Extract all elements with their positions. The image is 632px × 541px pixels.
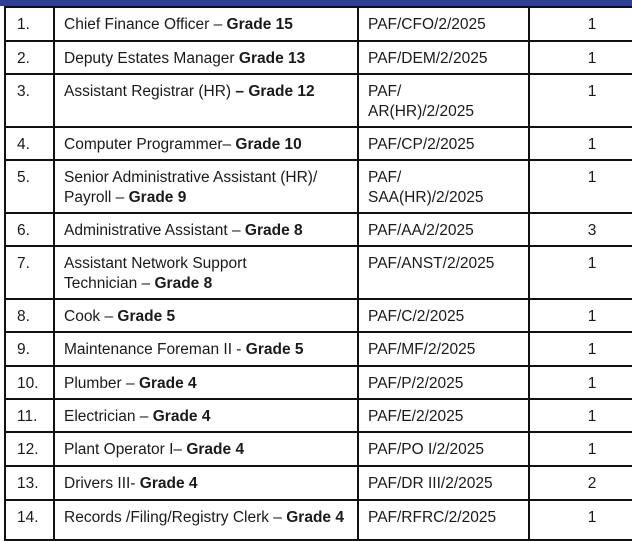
- grade-label: Grade 15: [226, 16, 293, 33]
- row-number: 4.: [5, 127, 54, 160]
- position-title: Assistant Registrar (HR) – Grade 12: [54, 74, 358, 127]
- table-row: [5, 299, 632, 332]
- grade-label: Grade 5: [245, 341, 304, 358]
- reference-number: PAF/C/2/2025: [358, 299, 529, 332]
- vacancy-count: 1: [529, 127, 632, 160]
- reference-number: PAF/ANST/2/2025: [358, 246, 529, 299]
- grade-label: Grade 4: [286, 509, 344, 526]
- table-row: [5, 160, 632, 213]
- vacancy-count: 1: [529, 7, 632, 41]
- reference-number: PAF/CFO/2/2025: [358, 7, 529, 41]
- grade-label: Grade 4: [138, 375, 197, 392]
- grade-label: Grade 4: [139, 475, 198, 492]
- vacancies-table: [4, 6, 632, 541]
- row-number: 8.: [5, 299, 54, 332]
- vacancy-count: 1: [529, 41, 632, 74]
- table-row: [5, 246, 632, 299]
- grade-label: Grade 8: [244, 222, 303, 239]
- grade-label: Grade 4: [152, 408, 211, 425]
- grade-label: Grade 13: [238, 50, 306, 67]
- vacancy-count: 1: [529, 160, 632, 213]
- row-number: 6.: [5, 213, 54, 246]
- reference-number: PAF/RFRC/2/2025: [358, 500, 529, 540]
- grade-label: Grade 8: [154, 275, 213, 292]
- vacancy-count: 1: [529, 366, 632, 399]
- table-row: [5, 41, 632, 74]
- vacancy-count: 1: [529, 299, 632, 332]
- row-number: 2.: [5, 41, 54, 74]
- vacancy-count: 1: [529, 74, 632, 127]
- row-number: 14.: [5, 500, 54, 540]
- position-title: Records /Filing/Registry Clerk – Grade 4: [54, 500, 358, 540]
- row-number: 7.: [5, 246, 54, 299]
- reference-number: PAF/ AR(HR)/2/2025: [358, 74, 529, 127]
- row-number: 13.: [5, 466, 54, 500]
- reference-number: PAF/DR III/2/2025: [358, 466, 529, 500]
- row-number: 9.: [5, 332, 54, 366]
- vacancy-count: 1: [529, 500, 632, 540]
- vacancy-count: 1: [529, 332, 632, 366]
- position-title: Plumber – Grade 4: [54, 366, 358, 399]
- table-row: [5, 466, 632, 500]
- table-row: [5, 432, 632, 466]
- grade-label: Grade 4: [186, 441, 245, 458]
- reference-number: PAF/E/2/2025: [358, 399, 529, 432]
- row-number: 11.: [5, 399, 54, 432]
- grade-label: – Grade 12: [235, 83, 315, 100]
- table-row: [5, 366, 632, 399]
- grade-label: Grade 5: [117, 308, 176, 325]
- position-title: Plant Operator I– Grade 4: [54, 432, 358, 466]
- position-title: Maintenance Foreman II - Grade 5: [54, 332, 358, 366]
- table-row: [5, 332, 632, 366]
- reference-number: PAF/CP/2/2025: [358, 127, 529, 160]
- position-title: Electrician – Grade 4: [54, 399, 358, 432]
- grade-label: Grade 9: [128, 189, 187, 206]
- reference-number: PAF/P/2/2025: [358, 366, 529, 399]
- row-number: 3.: [5, 74, 54, 127]
- position-title: Computer Programmer– Grade 10: [54, 127, 358, 160]
- position-title: Deputy Estates Manager Grade 13: [54, 41, 358, 74]
- vacancy-count: 1: [529, 432, 632, 466]
- table-row: [5, 74, 632, 127]
- reference-number: PAF/DEM/2/2025: [358, 41, 529, 74]
- table-row: [5, 213, 632, 246]
- position-title: Assistant Network Support Technician – Grade 8: [54, 246, 358, 299]
- row-number: 10.: [5, 366, 54, 399]
- vacancy-count: 3: [529, 213, 632, 246]
- row-number: 12.: [5, 432, 54, 466]
- position-title: Senior Administrative Assistant (HR)/ Payroll – Grade 9: [54, 160, 358, 213]
- table-row: [5, 500, 632, 540]
- table-row: [5, 127, 632, 160]
- table-row: [5, 7, 632, 41]
- grade-label: Grade 10: [235, 136, 302, 153]
- reference-number: PAF/MF/2/2025: [358, 332, 529, 366]
- vacancy-count: 1: [529, 246, 632, 299]
- row-number: 1.: [5, 7, 54, 41]
- reference-number: PAF/PO I/2/2025: [358, 432, 529, 466]
- vacancy-count: 2: [529, 466, 632, 500]
- reference-number: PAF/ SAA(HR)/2/2025: [358, 160, 529, 213]
- reference-number: PAF/AA/2/2025: [358, 213, 529, 246]
- table-row: [5, 399, 632, 432]
- position-title: Drivers III- Grade 4: [54, 466, 358, 500]
- row-number: 5.: [5, 160, 54, 213]
- position-title: Cook – Grade 5: [54, 299, 358, 332]
- vacancy-count: 1: [529, 399, 632, 432]
- position-title: Administrative Assistant – Grade 8: [54, 213, 358, 246]
- position-title: Chief Finance Officer – Grade 15: [54, 7, 358, 41]
